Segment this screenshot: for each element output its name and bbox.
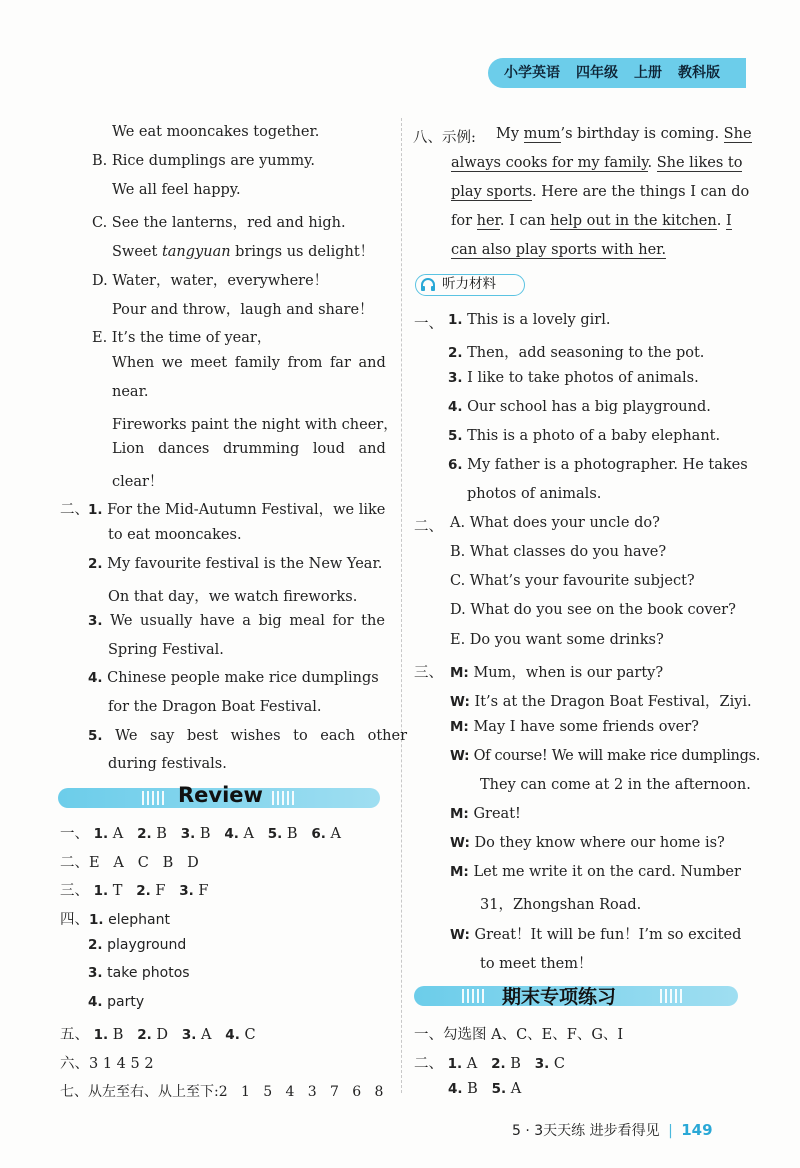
footer-slogan: 进步看得见 <box>589 1123 660 1139</box>
numbered-item: 4. Our school has a big playground. <box>448 399 711 415</box>
text-line: near. <box>112 384 149 400</box>
dialogue-line: M: Great! <box>450 806 521 822</box>
dialogue-line: to meet them！ <box>480 956 593 972</box>
text-line: Pour and throw，laugh and share！ <box>112 302 374 318</box>
numbered-item: 3. I like to take photos of animals. <box>448 370 699 386</box>
header-subject: 小学英语 <box>504 65 560 81</box>
text-line: E. Do you want some drinks? <box>450 632 664 648</box>
footer-separator: | <box>668 1123 673 1139</box>
text-fragment: brings us delight！ <box>230 244 375 260</box>
text-line: We eat mooncakes together. <box>112 124 320 140</box>
banner-stripes <box>272 791 294 805</box>
banner-stripes <box>462 989 484 1003</box>
numbered-item: 6. My father is a photographer. He takes <box>448 457 748 473</box>
text-line: D. What do you see on the book cover? <box>450 602 736 618</box>
dialogue-line: M: Let me write it on the card. Number <box>450 864 741 880</box>
dialogue-line: W: Do they know where our home is? <box>450 835 725 851</box>
numbered-item: 3. We usually have a big meal for the <box>88 613 385 629</box>
text-line <box>112 240 374 261</box>
text-line: E. It’s the time of year， <box>92 330 272 346</box>
text-line: D. Water，water，everywhere！ <box>92 273 329 289</box>
text-line: B. Rice dumplings are yummy. <box>92 153 316 169</box>
text-line: for the Dragon Boat Festival. <box>108 699 322 715</box>
text-line: On that day，we watch fireworks. <box>108 589 358 605</box>
text-line: Fireworks paint the night with cheer， <box>112 417 398 433</box>
text-line: Spring Festival. <box>108 642 224 658</box>
dialogue-line: W: It’s at the Dragon Boat Festival，Ziyi. <box>450 694 752 710</box>
answer-row: 4. B 5. A <box>448 1081 522 1097</box>
text-line: during festivals. <box>108 756 227 772</box>
page-footer <box>512 1120 713 1140</box>
page-number: 149 <box>681 1121 713 1139</box>
dialogue-line: W: Of course! We will make rice dumplings. <box>450 748 761 764</box>
numbered-item: 2. Then，add seasoning to the pot. <box>448 345 705 361</box>
text-line: When we meet family from far and <box>112 355 386 371</box>
answer-row: 四、1. elephant <box>60 912 170 928</box>
answer-row: 4. party <box>88 994 145 1010</box>
text-line: A. What does your uncle do? <box>450 515 660 531</box>
final-practice-title: 期末专项练习 <box>502 986 617 1008</box>
dialogue-line: M: May I have some friends over? <box>450 719 699 735</box>
text-line: always cooks for my family. She likes to <box>451 155 743 171</box>
answer-row: 七、从左至右、从上至下:2 1 5 4 3 7 6 8 <box>60 1084 384 1100</box>
text-line: play sports. Here are the things I can do <box>451 184 750 200</box>
banner-stripes <box>142 791 164 805</box>
text-line: for her. I can help out in the kitchen. I <box>451 213 732 229</box>
footer-brand: 5 · 3天天练 <box>512 1123 586 1139</box>
text-line: clear！ <box>112 474 164 490</box>
dialogue-line: M: Mum，when is our party? <box>450 665 664 681</box>
text-line: to eat mooncakes. <box>108 527 242 543</box>
answer-row: 一、勾选图 A、C、E、F、G、I <box>414 1027 624 1043</box>
text-line: My mum’s birthday is coming. She <box>496 126 752 142</box>
numbered-item: 5. This is a photo of a baby elephant. <box>448 428 721 444</box>
header-edition: 教科版 <box>678 65 720 81</box>
dialogue-line: W: Great！It will be fun！I’m so excited <box>450 927 742 943</box>
book-header-tag <box>488 58 746 88</box>
section-label: 二、 <box>60 502 89 518</box>
text-line: C. What’s your favourite subject? <box>450 573 695 589</box>
section-label: 八、示例: <box>413 130 476 146</box>
dialogue-line: 31，Zhongshan Road. <box>480 897 642 913</box>
header-grade: 四年级 <box>576 65 618 81</box>
answer-row: 2. playground <box>88 937 187 953</box>
section-label: 二、 <box>414 519 443 535</box>
review-title: Review <box>178 783 263 807</box>
text-fragment: Sweet <box>112 244 162 260</box>
answer-row: 一、 1. A 2. B 3. B 4. A 5. B 6. A <box>60 826 342 842</box>
text-line: Lion dances drumming loud and <box>112 441 386 457</box>
answer-row: 六、3 1 4 5 2 <box>60 1056 154 1072</box>
dialogue-line: They can come at 2 in the afternoon. <box>480 777 751 793</box>
numbered-item: 1. This is a lovely girl. <box>448 312 611 328</box>
answer-row: 二、 1. A 2. B 3. C <box>414 1056 565 1072</box>
answer-row: 二、E A C B D <box>60 855 199 871</box>
column-divider <box>401 118 403 1093</box>
italic-word: tangyuan <box>161 244 231 260</box>
banner-stripes <box>660 989 682 1003</box>
headphone-icon <box>420 277 436 292</box>
numbered-item: 2. My favourite festival is the New Year. <box>88 556 383 572</box>
listening-label: 听力材料 <box>442 276 496 292</box>
header-volume: 上册 <box>634 65 662 81</box>
text-line: C. See the lanterns，red and high. <box>92 215 346 231</box>
section-label: 三、 <box>414 665 443 681</box>
numbered-item: 1. For the Mid-Autumn Festival，we like <box>88 502 386 518</box>
numbered-item: 5. We say best wishes to each other <box>88 728 408 744</box>
text-line: B. What classes do you have? <box>450 544 667 560</box>
text-line: photos of animals. <box>467 486 602 502</box>
text-line: We all feel happy. <box>112 182 241 198</box>
text-line: can also play sports with her. <box>451 242 667 258</box>
answer-row: 3. take photos <box>88 965 190 981</box>
answer-row: 五、 1. B 2. D 3. A 4. C <box>60 1027 256 1043</box>
listening-material-tag <box>415 274 525 296</box>
section-label: 一、 <box>414 316 443 332</box>
answer-row: 三、 1. T 2. F 3. F <box>60 883 209 899</box>
numbered-item: 4. Chinese people make rice dumplings <box>88 670 379 686</box>
